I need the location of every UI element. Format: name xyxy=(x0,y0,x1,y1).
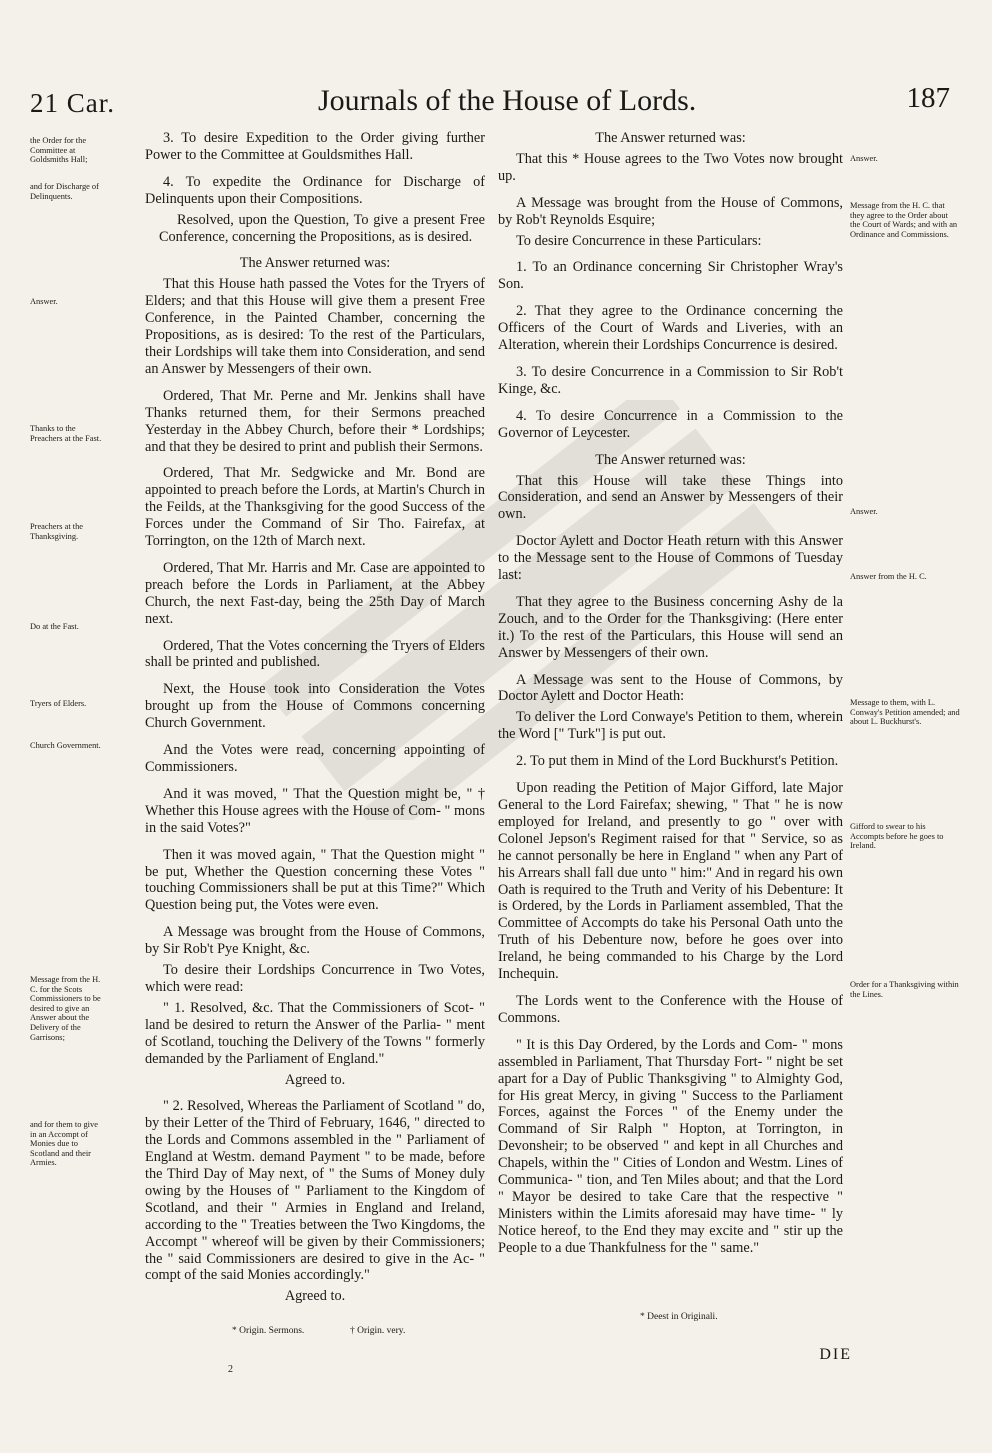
signature-mark: 2 xyxy=(228,1364,233,1375)
paragraph: That they agree to the Business concerning Ashy de la Zouch, and to the Order for the Thanksgiving: (Here enter it.) To the rest of the Particulars, this House will send an Answer by Messengers of their own. xyxy=(498,593,843,661)
paragraph: The Answer returned was: xyxy=(239,255,391,272)
paragraph: Then it was moved again, " That the Question might " be put, Whether the Question concerning these Votes " touching Commissioners shall be put at this Time?" Which Question being put, the Votes were even. xyxy=(145,846,485,914)
margin-note: Message from the H. C. for the Scots Commissioners to be desired to give an Answer about the Delivery of the Garrisons; xyxy=(30,975,101,1042)
paragraph: To deliver the Lord Conwaye's Petition to them, wherein the Word [" Turk"] is put out. xyxy=(498,709,843,743)
catchword: DIE xyxy=(819,1346,852,1363)
margin-note: the Order for the Committee at Goldsmiths Hall; xyxy=(30,136,88,165)
margin-note: Answer. xyxy=(850,154,878,163)
header-title: Journals of the House of Lords. xyxy=(318,84,697,117)
resolution: Resolved, upon the Question, To give a present Free Conference, concerning the Propositions, as is desired. xyxy=(159,211,485,245)
margin-note: Answer. xyxy=(30,297,58,306)
footnote: * Origin. Sermons. xyxy=(232,1326,305,1336)
margin-note: Answer from the H. C. xyxy=(850,572,927,581)
order: Ordered, That Mr. Sedgwicke and Mr. Bond are appointed to preach before the Lords, at Martin's Church in the Feilds, at the Thanksgiving for the good Success of the Forces under the Command of Sir Tho. Fairefax, at Torrington, on the 12th of March next. xyxy=(145,465,485,550)
paragraph: 2. To put them in Mind of the Lord Buckhurst's Petition. xyxy=(516,753,839,770)
margin-note: Church Government. xyxy=(30,741,101,750)
order: Ordered, That the Votes concerning the Tryers of Elders shall be printed and published. xyxy=(145,637,485,671)
paragraph: A Message was brought from the House of Commons, by Sir Rob't Pye Knight, &c. xyxy=(145,924,485,958)
margin-note: Tryers of Elders. xyxy=(30,699,87,708)
paragraph: Next, the House took into Consideration the Votes brought up from the House of Commons concerning Church Government. xyxy=(145,681,485,732)
paragraph: The Answer returned was: xyxy=(595,451,746,468)
agreed-to: Agreed to. xyxy=(284,1071,346,1088)
paragraph: 3. To desire Expedition to the Order giving further Power to the Committee at Gouldsmithes Hall. xyxy=(145,130,485,163)
paragraph: 4. To desire Concurrence in a Commission to the Governor of Leycester. xyxy=(498,407,843,441)
order: Ordered, That Mr. Harris and Mr. Case are appointed to preach before the Lords in Parliament, at the Abbey Church, the next Fast-day, being the 25th Day of March next. xyxy=(145,559,485,627)
paragraph: And it was moved, " That the Question might be, " † Whether this House agrees with the House of Com- " mons in the said Votes?" xyxy=(145,785,485,836)
paragraph: The Lords went to the Conference with the House of Commons. xyxy=(498,992,843,1026)
margin-note: and for them to give in an Accompt of Monies due to Scotland and their Armies. xyxy=(30,1120,98,1168)
paragraph: That this House will take these Things into Consideration, and send an Answer by Messengers of their own. xyxy=(498,472,843,523)
margin-note: Preachers at the Thanksgiving. xyxy=(30,522,84,541)
paragraph: Upon reading the Petition of Major Gifford, late Major General to the Lord Fairefax; shewing, " That " he is now employed for Ireland, and presently to go " over with Colonel Jepson's Regiment raised for that " Service, so as he cannot personally be here in England " when any Part of his Arrears shall fall due unto " him:" And in regard his own Oath is required to the Truth and Verity of his Debenture: It is Ordered, by the Lords in Parliament assembled, That the Committee of Accompts do take his Personal Oath unto the Truth of his Debenture now, before he goes over into Ireland, he being commanded to his Charge by the Lord Inchequin. xyxy=(498,780,843,983)
quoted-vote: " 1. Resolved, &c. That the Commissioners of Scot- " land be desired to return the Answer of the Parlia- " ment of Scotland, touching the Delivery of the Towns " formerly demanded by the Parliament of England." xyxy=(145,999,485,1067)
paragraph: To desire Concurrence in these Particulars: xyxy=(516,232,762,249)
paragraph: That this * House agrees to the Two Votes now brought up. xyxy=(498,150,843,184)
paragraph: That this House hath passed the Votes for the Tryers of Elders; and that this House will give them a present Free Conference, in the Painted Chamber, concerning the Propositions, as is desired: To the rest of the Particulars, their Lordships will take them into Consideration, and send an Answer by Messengers of their own. xyxy=(145,276,485,377)
quoted-order: " It is this Day Ordered, by the Lords and Com- " mons assembled in Parliament, That Thursday Fort- " night be set apart for a Day of Public Thanksgiving " to Almighty God, for His great Mercy, in giving " Success to the Parliament Forces, against the Forces " of the Enemy under the Command of Sir Ralph " Hopton, at Torrington, in Devonsheir; to be observed " and kept in all Churches and Chapels, within the " Cities of London and Westm. Lines of Communica- " tion, and Ten Miles about; and that the Lord " Mayor be desired to take Care that the respective " Ministers within the Limits aforesaid may have time- " ly Notice hereof, to the End they may excite and " stir up the People to a due Thankfulness for the " same." xyxy=(498,1036,843,1256)
paragraph: The Answer returned was: xyxy=(595,130,746,146)
paragraph: 2. That they agree to the Ordinance concerning the Officers of the Court of Wards and Liveries, with an Alteration, wherein their Lordships Concurrence is desired. xyxy=(498,303,843,354)
right-column xyxy=(498,130,843,1267)
margin-note: Gifford to swear to his Accompts before he goes to Ireland. xyxy=(850,822,944,851)
paragraph: 1. To an Ordinance concerning Sir Christopher Wray's Son. xyxy=(498,259,843,293)
paragraph: And the Votes were read, concerning appointing of Commissioners. xyxy=(145,742,485,775)
paragraph: A Message was brought from the House of Commons, by Rob't Reynolds Esquire; xyxy=(498,194,843,228)
left-column xyxy=(145,130,485,1315)
margin-note: Order for a Thanksgiving within the Lines. xyxy=(850,980,959,999)
agreed-to: Agreed to. xyxy=(284,1288,346,1305)
margin-note: Answer. xyxy=(850,507,878,516)
header-page-number: 187 xyxy=(906,82,950,114)
paragraph: To desire their Lordships Concurrence in Two Votes, which were read: xyxy=(145,962,485,995)
footnote: † Origin. very. xyxy=(350,1326,406,1336)
margin-note: and for Discharge of Delinquents. xyxy=(30,182,99,201)
margin-note: Thanks to the Preachers at the Fast. xyxy=(30,424,102,443)
running-header xyxy=(0,80,992,126)
paragraph: Doctor Aylett and Doctor Heath return with this Answer to the Message sent to the House of Commons of Tuesday last: xyxy=(498,533,843,584)
header-regnal-year: 21 Car. xyxy=(30,88,115,118)
margin-note: Message to them, with L. Conway's Petition amended; and about L. Buckhurst's. xyxy=(850,698,960,727)
paragraph: 4. To expedite the Ordinance for Discharge of Delinquents upon their Compositions. xyxy=(145,173,485,207)
margin-note: Do at the Fast. xyxy=(30,622,79,631)
paragraph: A Message was sent to the House of Commons, by Doctor Aylett and Doctor Heath: xyxy=(498,671,843,705)
quoted-vote: " 2. Resolved, Whereas the Parliament of Scotland " do, by their Letter of the Third of February, 1646, " directed to the Lords and Commons assembled in the " Parliament of England at Westm. demand Payment " to be made, before the Third Day of May next, of " the Sums of Money duly owing by the Houses of " Parliament to the Kingdom of Scotland, and their " Armies in England and Ireland, according to the " Treaties between the Two Kingdoms, the Accompt " whereof will be given by their Commissioners; the " said Commissioners are desired to give in the Ac- " compt of the said Monies accordingly." xyxy=(145,1098,485,1284)
footnote: * Deest in Originali. xyxy=(640,1312,718,1322)
margin-note: Message from the H. C. that they agree to the Order about the Court of Wards; and with an Ordinance and Commissions. xyxy=(850,201,958,239)
order: Ordered, That Mr. Perne and Mr. Jenkins shall have Thanks returned them, for their Sermons preached Yesterday in the Abbey Church, before their * Lordships; and that they be desired to print and publish their Sermons. xyxy=(145,387,485,455)
paragraph: 3. To desire Concurrence in a Commission to Sir Rob't Kinge, &c. xyxy=(498,363,843,397)
